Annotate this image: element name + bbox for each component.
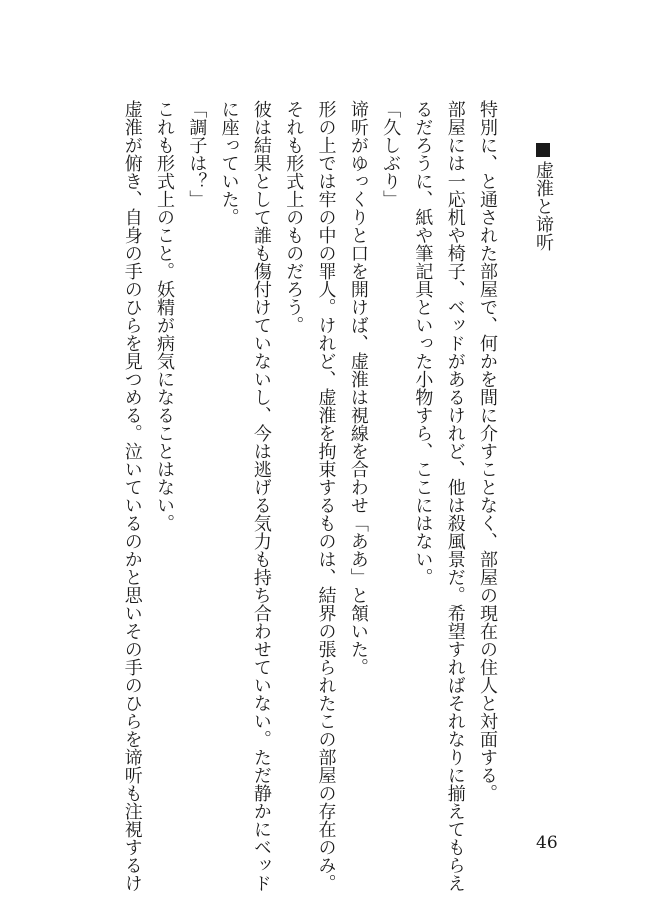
text-line: るだろうに、紙や筆記具といった小物すら、ここにはない。 xyxy=(412,100,434,586)
black-square-icon xyxy=(536,143,550,157)
text-line: これも形式上のこと。妖精が病気になることはない。 xyxy=(154,100,176,532)
section-header xyxy=(531,143,555,251)
section-title: 虚淮と谛听 xyxy=(533,161,554,251)
text-line: 「調子は？」 xyxy=(186,100,208,208)
text-line: 谛听がゆっくりと口を開けば、虚淮は視線を合わせ「ああ」と頷いた。 xyxy=(347,100,369,676)
page-number: 46 xyxy=(536,833,558,853)
text-line: に座っていた。 xyxy=(218,100,240,226)
text-line: 特別に、と通された部屋で、何かを間に介すことなく、部屋の現在の住人と対面する。 xyxy=(477,100,498,802)
text-line: それも形式上のものだろう。 xyxy=(283,100,305,334)
body-text xyxy=(115,100,503,892)
text-line: 形の上では牢の中の罪人。けれど、虚淮を拘束するものは、結界の張られたこの部屋の存在のみ。 xyxy=(315,100,337,892)
text-line: 部屋には一応机や椅子、ベッドがあるけれど、他は殺風景だ。希望すればそれなりに揃えてもらえ xyxy=(444,100,466,892)
text-line: 「久しぶり」 xyxy=(380,100,402,208)
text-line: 虚淮が俯き、自身の手のひらを見つめる。泣いているのかと思いその手のひらを谛听も注視するけ xyxy=(121,100,143,892)
text-line: 彼は結果として誰も傷付けていないし、今は逃げる気力も持ち合わせていない。ただ静かにベッド xyxy=(250,100,272,892)
